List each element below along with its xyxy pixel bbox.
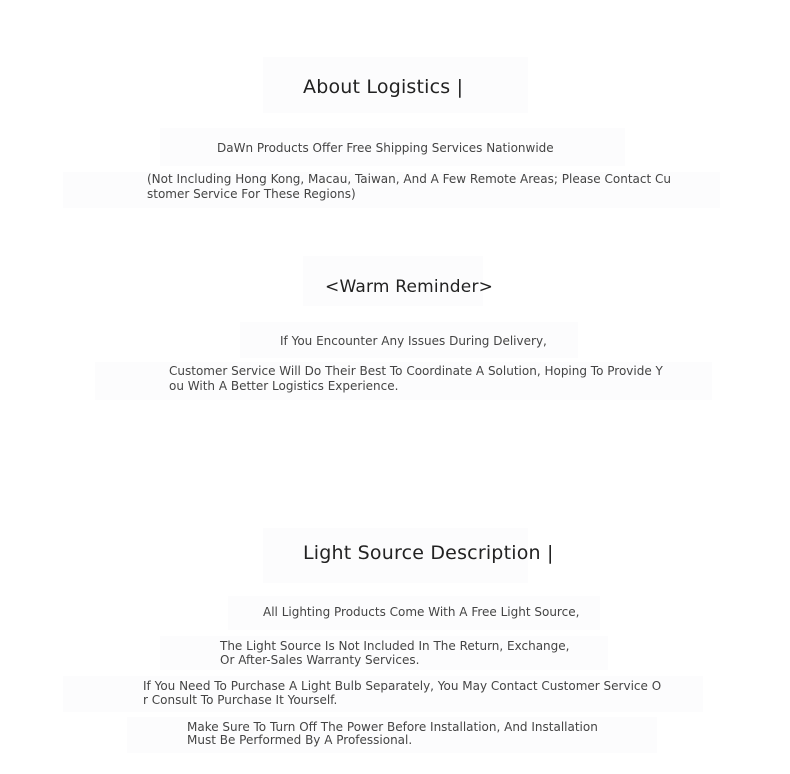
light-line4a: Make Sure To Turn Off The Power Before Installation, And Installation bbox=[187, 720, 598, 734]
reminder-line1: If You Encounter Any Issues During Delivery, bbox=[280, 334, 547, 348]
about-heading: About Logistics | bbox=[303, 76, 464, 98]
light-line3b: r Consult To Purchase It Yourself. bbox=[143, 693, 338, 707]
reminder-line2a: Customer Service Will Do Their Best To Coordinate A Solution, Hoping To Provide Y bbox=[169, 364, 663, 378]
light-line3a: If You Need To Purchase A Light Bulb Separately, You May Contact Customer Service O bbox=[143, 679, 662, 693]
light-heading: Light Source Description | bbox=[303, 542, 554, 564]
about-line2a: (Not Including Hong Kong, Macau, Taiwan, And A Few Remote Areas; Please Contact Cu bbox=[147, 172, 671, 186]
about-line1: DaWn Products Offer Free Shipping Services Nationwide bbox=[217, 141, 554, 155]
reminder-heading: <Warm Reminder> bbox=[325, 277, 494, 297]
light-line2a: The Light Source Is Not Included In The Return, Exchange, bbox=[220, 639, 570, 653]
light-line1: All Lighting Products Come With A Free Light Source, bbox=[263, 605, 580, 619]
reminder-line2b: ou With A Better Logistics Experience. bbox=[169, 379, 399, 393]
about-line2b: stomer Service For These Regions) bbox=[147, 187, 356, 201]
light-line2b: Or After-Sales Warranty Services. bbox=[220, 653, 420, 667]
light-line4b: Must Be Performed By A Professional. bbox=[187, 733, 413, 747]
